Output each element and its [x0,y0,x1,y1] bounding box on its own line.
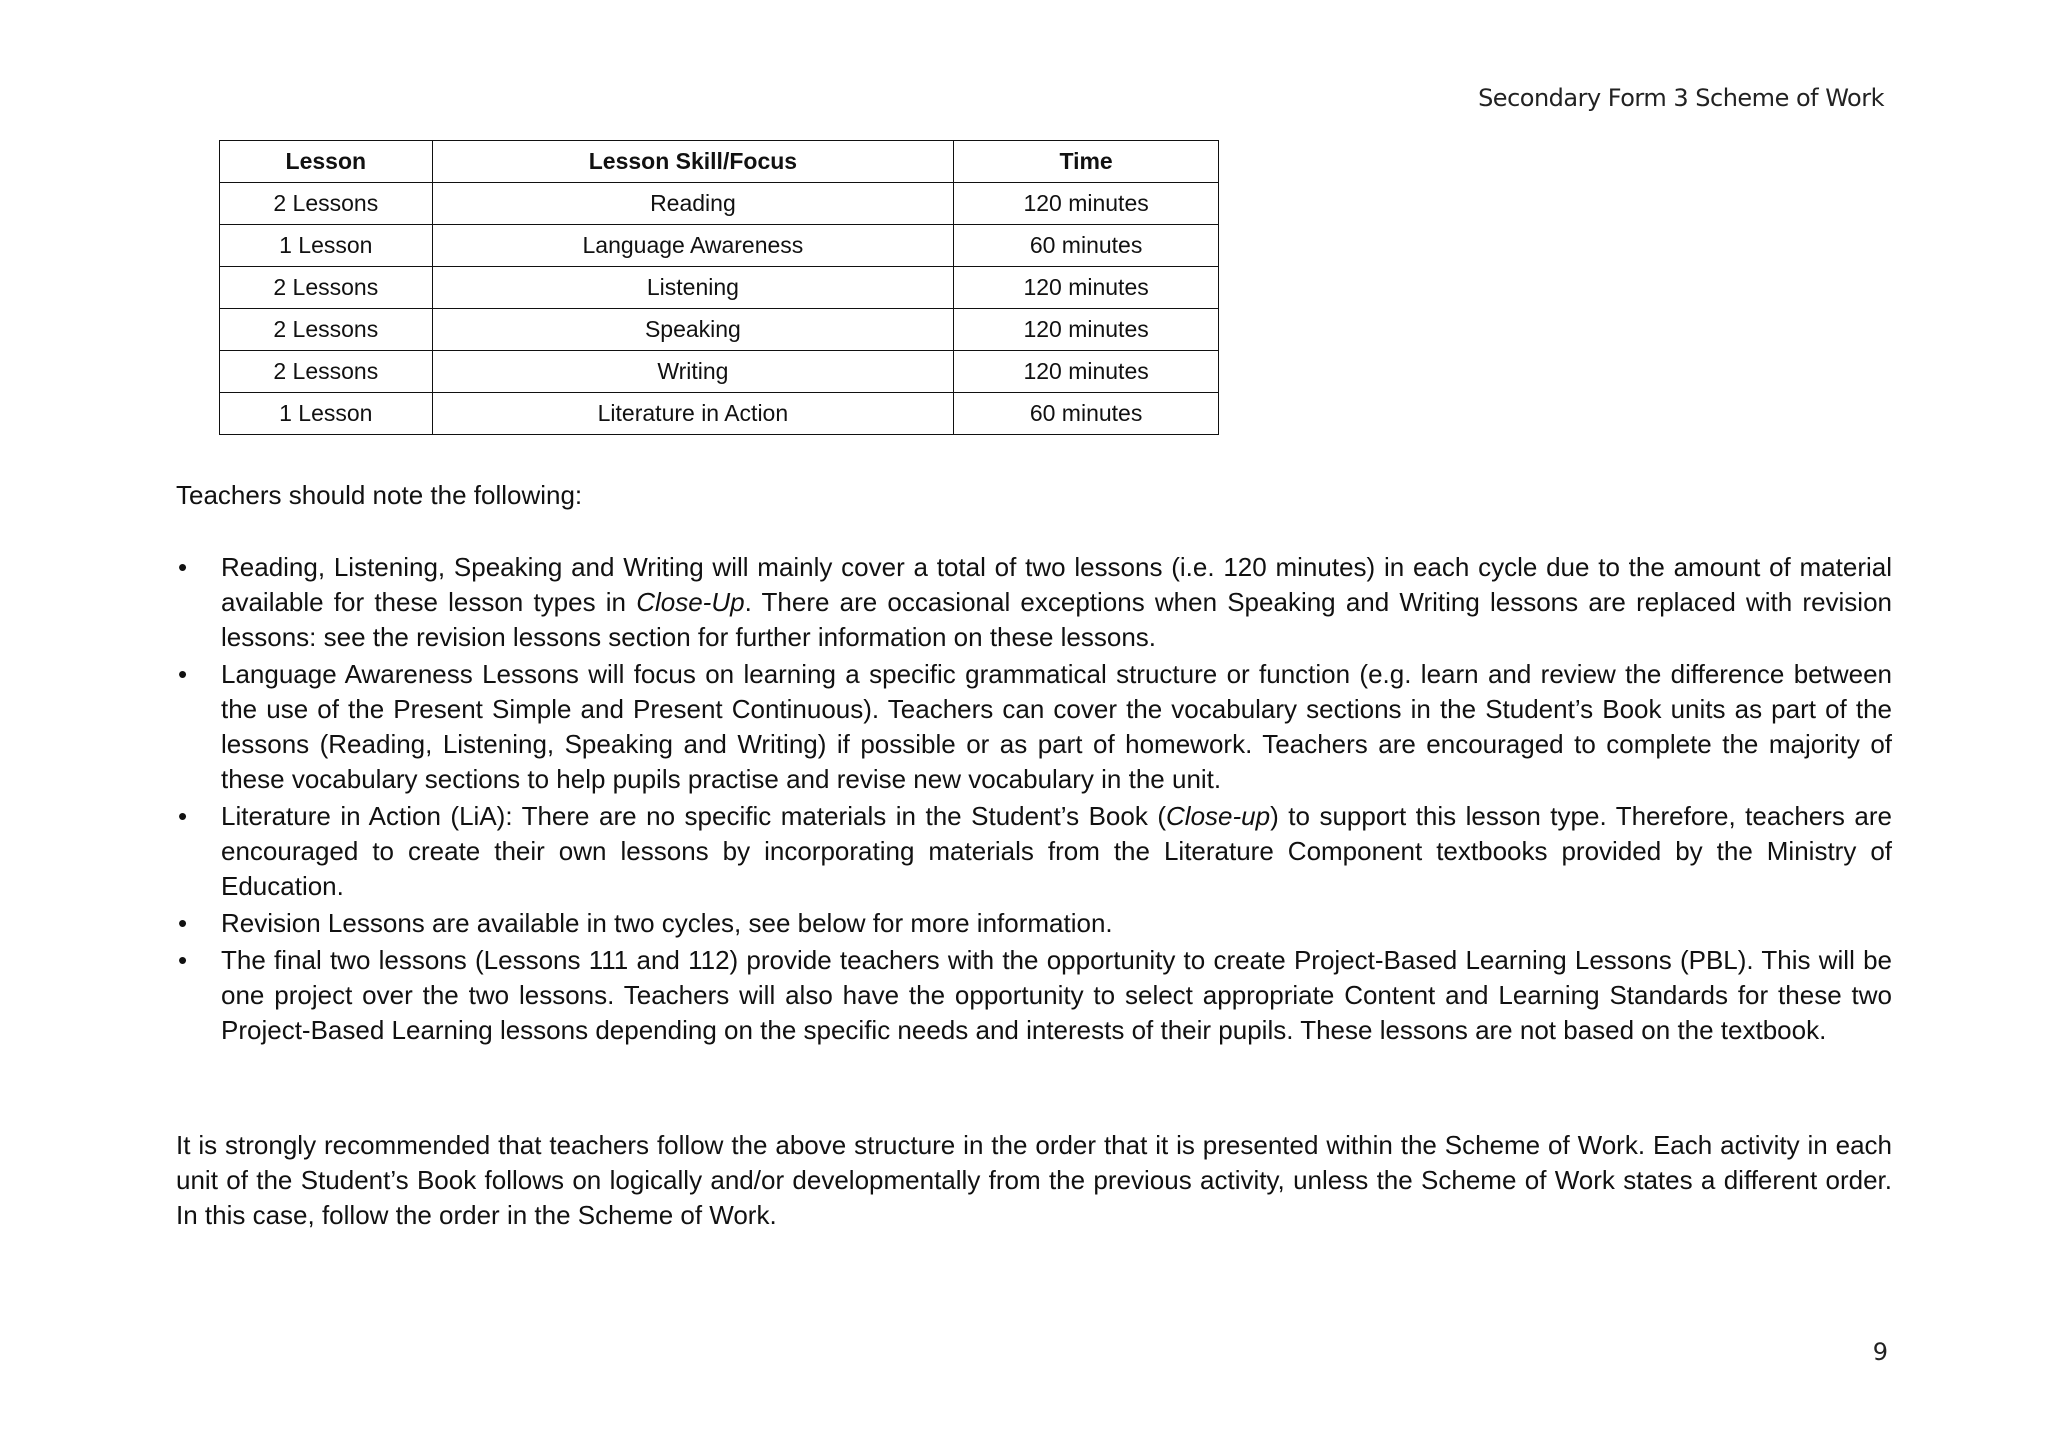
note-text: Reading, Listening, Speaking and Writing will mainly cover a total of two lessons (i.e. 120 minutes) in each cycle due to the amount of material available for these lesson types in [221,552,1892,617]
cell-lesson: 2 Lessons [220,351,433,393]
cell-skill-focus: Listening [432,267,954,309]
list-item [176,906,1892,941]
cell-time: 120 minutes [954,309,1219,351]
closing-paragraph: It is strongly recommended that teachers follow the above structure in the order that it is presented within the Scheme of Work. Each activity in each unit of the Student’s Book follows on logically and/or developmentally from the previous activity, unless the Scheme of Work states a different order. In this case, follow the order in the Scheme of Work. [176,1130,1892,1230]
table-row [220,225,1219,267]
running-header: Secondary Form 3 Scheme of Work [1478,84,1884,112]
list-item [176,799,1892,904]
cell-lesson: 1 Lesson [220,225,433,267]
cell-time: 60 minutes [954,393,1219,435]
cell-lesson: 2 Lessons [220,183,433,225]
table-row [220,267,1219,309]
cell-skill-focus: Literature in Action [432,393,954,435]
note-text: The final two lessons (Lessons 111 and 112) provide teachers with the opportunity to create Project-Based Learning Lessons (PBL). This will be one project over the two lessons. Teachers will also have the opportunity to select appropriate Content and Learning Standards for these two Project-Based Learning lessons depending on the specific needs and interests of their pupils. These lessons are not based on the textbook. [221,945,1892,1045]
cell-time: 120 minutes [954,351,1219,393]
table-row [220,309,1219,351]
list-item [176,943,1892,1048]
cell-time: 120 minutes [954,267,1219,309]
cell-skill-focus: Language Awareness [432,225,954,267]
book-title: Close-up [1166,801,1271,831]
bullet-icon: • [178,908,188,938]
notes-list [176,550,1892,1050]
list-item [176,657,1892,797]
lesson-schedule-table [219,140,1219,435]
cell-skill-focus: Reading [432,183,954,225]
cell-time: 120 minutes [954,183,1219,225]
note-text: Language Awareness Lessons will focus on learning a specific grammatical structure or function (e.g. learn and review the difference between the use of the Present Simple and Present Continuous). Teachers can cover the vocabulary sections in the Student’s Book units as part of the lessons (Reading, Listening, Speaking and Writing) if possible or as part of homework. Teachers are encouraged to complete the majority of these vocabulary sections to help pupils practise and revise new vocabulary in the unit. [221,659,1892,794]
note-text: Literature in Action (LiA): There are no specific materials in the Student’s Book ( [221,801,1167,831]
note-text: . There are occasional exceptions when Speaking and Writing lessons are replaced with revision lessons: see the revision lessons section for further information on these lessons. [221,587,1892,652]
cell-lesson: 2 Lessons [220,309,433,351]
page-number: 9 [1872,1338,1888,1366]
cell-time: 60 minutes [954,225,1219,267]
bullet-icon: • [178,801,188,831]
cell-skill-focus: Writing [432,351,954,393]
notes-intro: Teachers should note the following: [176,480,583,510]
book-title: Close-Up [636,587,745,617]
cell-lesson: 1 Lesson [220,393,433,435]
note-text: Revision Lessons are available in two cycles, see below for more information. [221,908,1113,938]
bullet-icon: • [178,552,188,582]
table-row [220,393,1219,435]
column-header-time: Time [954,141,1219,183]
column-header-skill-focus: Lesson Skill/Focus [432,141,954,183]
bullet-icon: • [178,945,188,975]
bullet-icon: • [178,659,188,689]
cell-skill-focus: Speaking [432,309,954,351]
table-header-row [220,141,1219,183]
table-row [220,351,1219,393]
note-text: ) to support this lesson type. Therefore, teachers are encouraged to create their own lessons by incorporating materials from the Literature Component textbooks provided by the Ministry of Education. [221,801,1892,901]
table-row [220,183,1219,225]
cell-lesson: 2 Lessons [220,267,433,309]
column-header-lesson: Lesson [220,141,433,183]
list-item [176,550,1892,655]
